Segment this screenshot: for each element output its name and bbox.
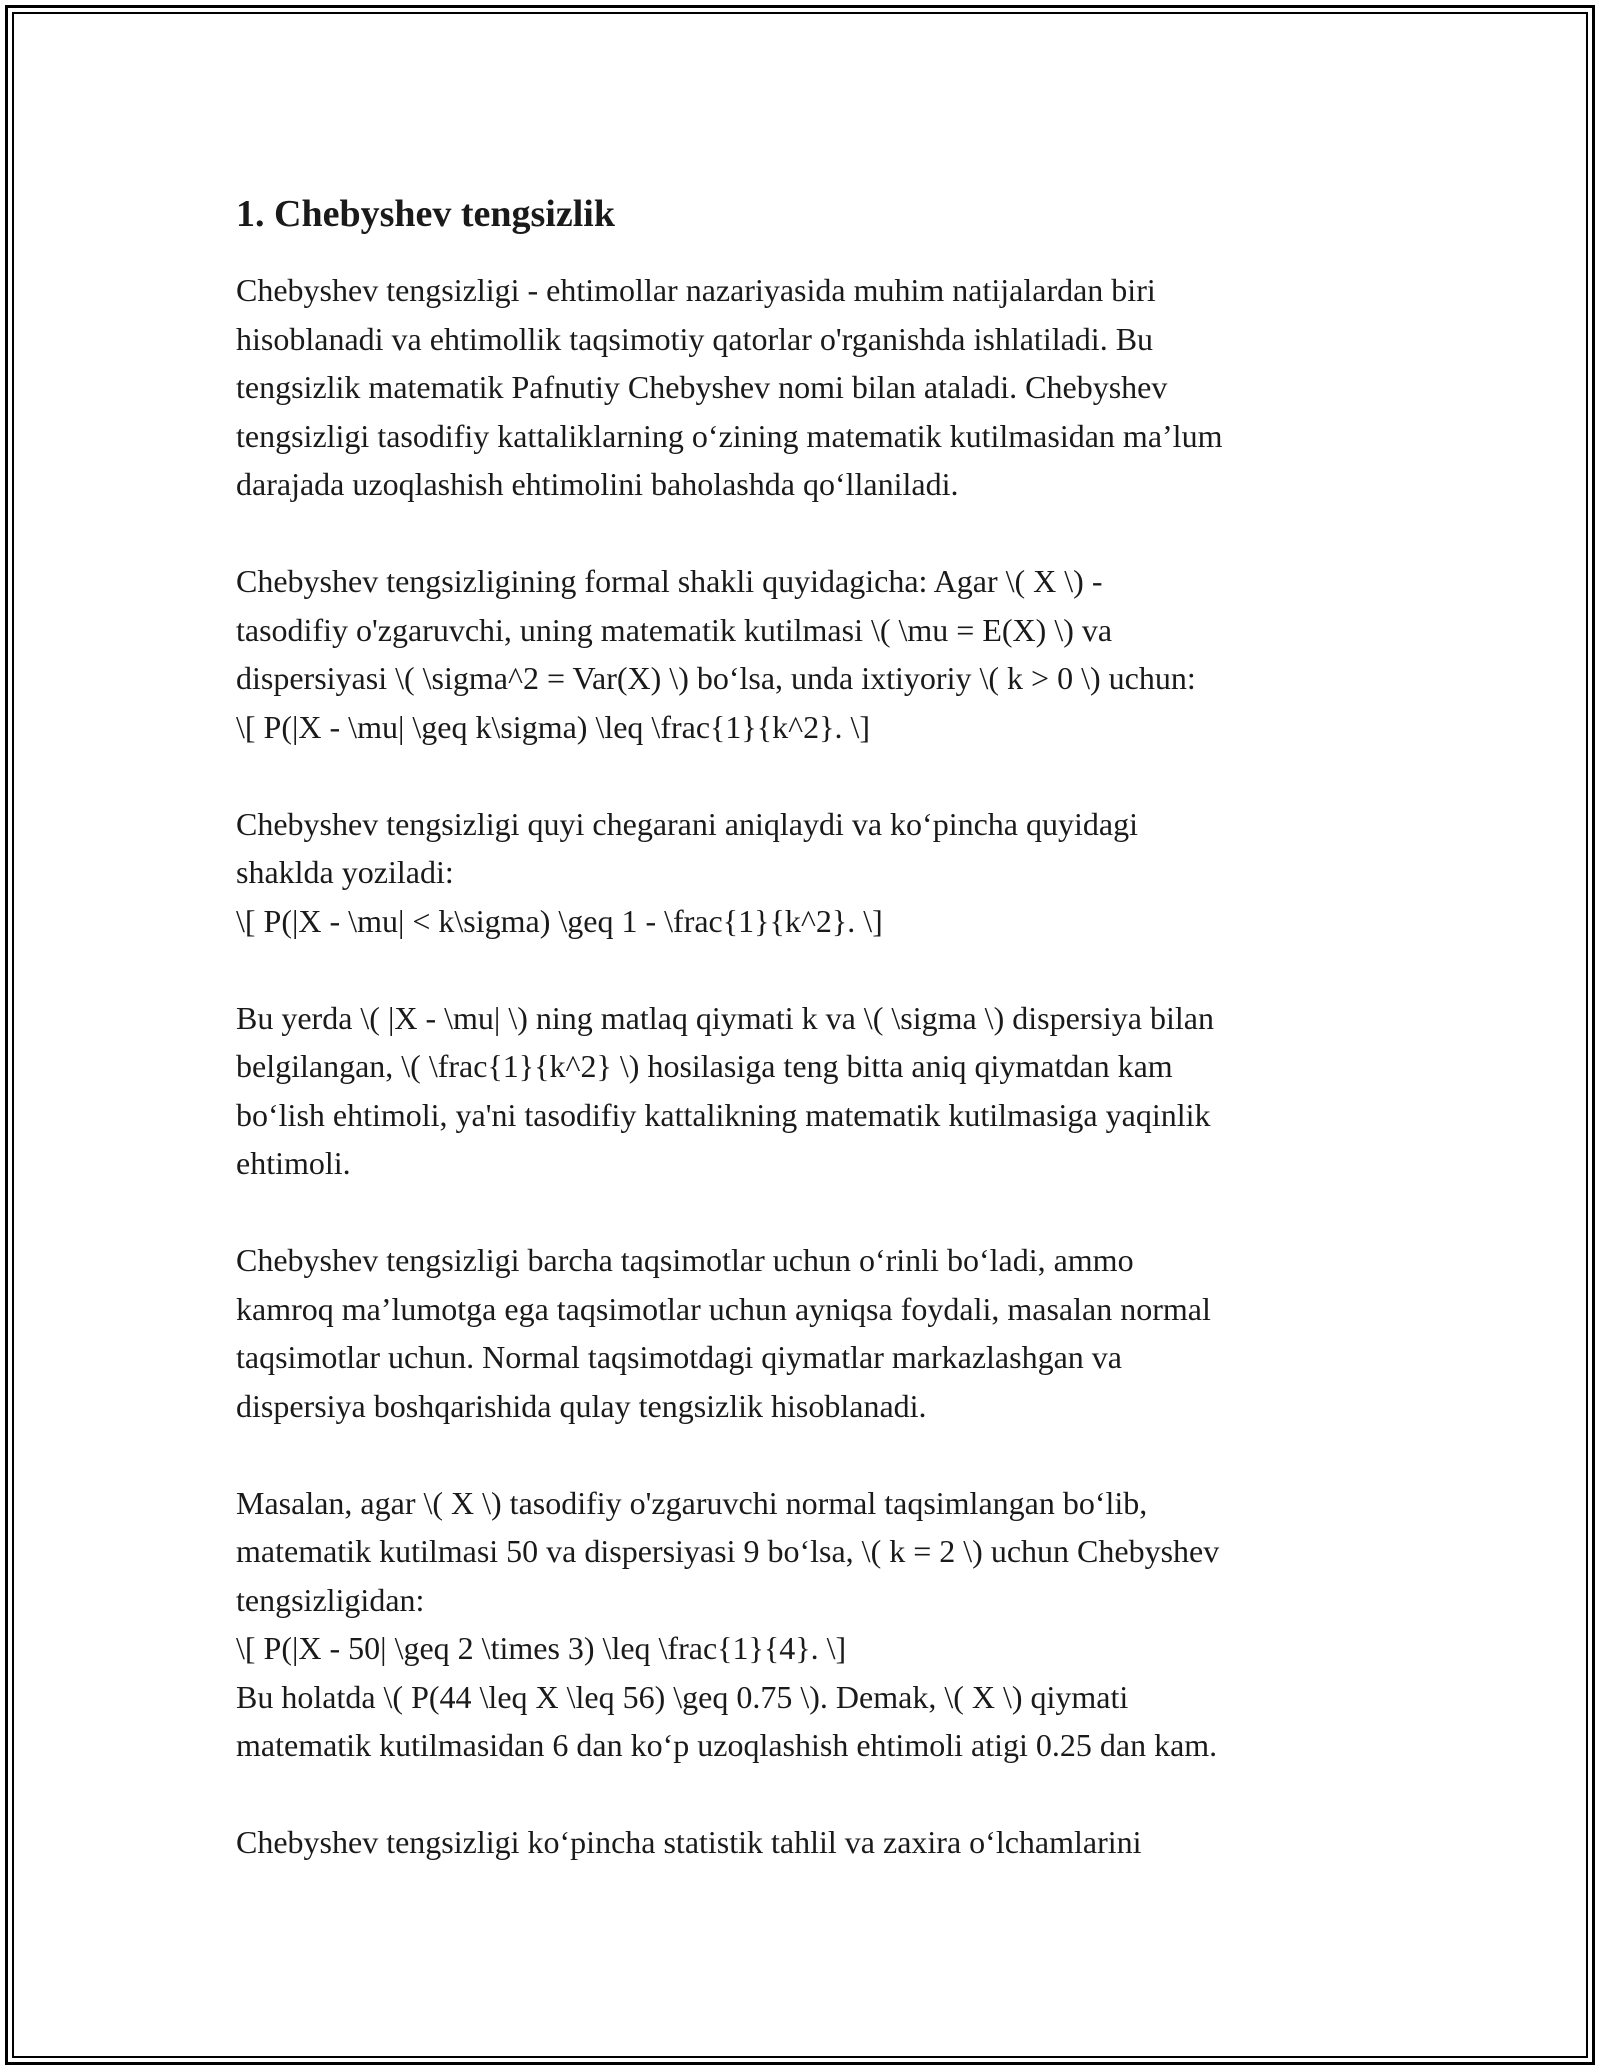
text-line: kamroq ma’lumotga ega taqsimotlar uchun ayniqsa foydali, masalan normal <box>236 1290 1211 1327</box>
text-line: ehtimoli. <box>236 1145 351 1181</box>
text-line: matematik kutilmasidan 6 dan ko‘p uzoqlashish ehtimoli atigi 0.25 dan kam. <box>236 1727 1218 1763</box>
paragraph-example <box>236 1479 1396 1770</box>
paragraph-lower-bound <box>236 800 1396 946</box>
text-line: tengsizligi tasodifiy kattaliklarning o‘zining matematik kutilmasidan ma’lum <box>236 417 1223 454</box>
paragraph-applicability <box>236 1236 1396 1430</box>
text-line: dispersiya boshqarishida qulay tengsizlik hisoblanadi. <box>236 1387 927 1424</box>
paragraph-formal-definition <box>236 557 1396 751</box>
text-line: Bu yerda \( |X - \mu| \) ning matlaq qiymati k va \( \sigma \) dispersiya bilan <box>236 999 1214 1036</box>
text-line: tengsizligidan: <box>236 1581 425 1618</box>
text-line: Chebyshev tengsizligi barcha taqsimotlar uchun o‘rinli bo‘ladi, ammo <box>236 1242 1134 1278</box>
document-title: 1. Chebyshev tengsizlik <box>236 193 615 235</box>
text-line: bo‘lish ehtimoli, ya'ni tasodifiy kattalikning matematik kutilmasiga yaqinlik <box>236 1096 1211 1133</box>
paragraph-explanation <box>236 994 1396 1188</box>
formula-line: \[ P(|X - 50| \geq 2 \times 3) \leq \frac{1}{4}. \] <box>236 1630 847 1666</box>
text-line: shaklda yoziladi: <box>236 854 454 890</box>
formula-line: \[ P(|X - \mu| \geq k\sigma) \leq \frac{1}{k^2}. \] <box>236 708 871 745</box>
text-line: belgilangan, \( \frac{1}{k^2} \) hosilasiga teng bitta aniq qiymatdan kam <box>236 1048 1173 1084</box>
document-body <box>236 190 1396 1915</box>
paragraph-intro <box>236 266 1396 509</box>
text-line: taqsimotlar uchun. Normal taqsimotdagi qiymatlar markazlashgan va <box>236 1339 1122 1375</box>
paragraph-list <box>236 266 1396 1867</box>
text-line: Masalan, agar \( X \) tasodifiy o'zgaruvchi normal taqsimlangan bo‘lib, <box>236 1484 1148 1521</box>
text-line: tasodifiy o'zgaruvchi, uning matematik kutilmasi \( \mu = E(X) \) va <box>236 611 1113 648</box>
text-line: Chebyshev tengsizligi - ehtimollar nazariyasida muhim natijalardan biri <box>236 272 1156 308</box>
text-line: tengsizlik matematik Pafnutiy Chebyshev nomi bilan ataladi. Chebyshev <box>236 369 1168 405</box>
text-line: darajada uzoqlashish ehtimolini baholashda qo‘llaniladi. <box>236 466 959 502</box>
text-line: Bu holatda \( P(44 \leq X \leq 56) \geq 0.75 \). Demak, \( X \) qiymati <box>236 1678 1129 1715</box>
text-line: Chebyshev tengsizligi quyi chegarani aniqlaydi va ko‘pincha quyidagi <box>236 805 1138 842</box>
text-line: matematik kutilmasi 50 va dispersiyasi 9 bo‘lsa, \( k = 2 \) uchun Chebyshev <box>236 1533 1220 1569</box>
text-line: hisoblanadi va ehtimollik taqsimotiy qatorlar o'rganishda ishlatiladi. Bu <box>236 320 1154 357</box>
paragraph-usage <box>236 1818 1396 1867</box>
text-line: Chebyshev tengsizligi ko‘pincha statistik tahlil va zaxira o‘lchamlarini <box>236 1824 1142 1860</box>
text-line: Chebyshev tengsizligining formal shakli quyidagicha: Agar \( X \) - <box>236 563 1103 599</box>
text-line: dispersiyasi \( \sigma^2 = Var(X) \) bo‘lsa, unda ixtiyoriy \( k > 0 \) uchun: <box>236 660 1196 696</box>
formula-line: \[ P(|X - \mu| < k\sigma) \geq 1 - \frac{1}{k^2}. \] <box>236 902 883 939</box>
